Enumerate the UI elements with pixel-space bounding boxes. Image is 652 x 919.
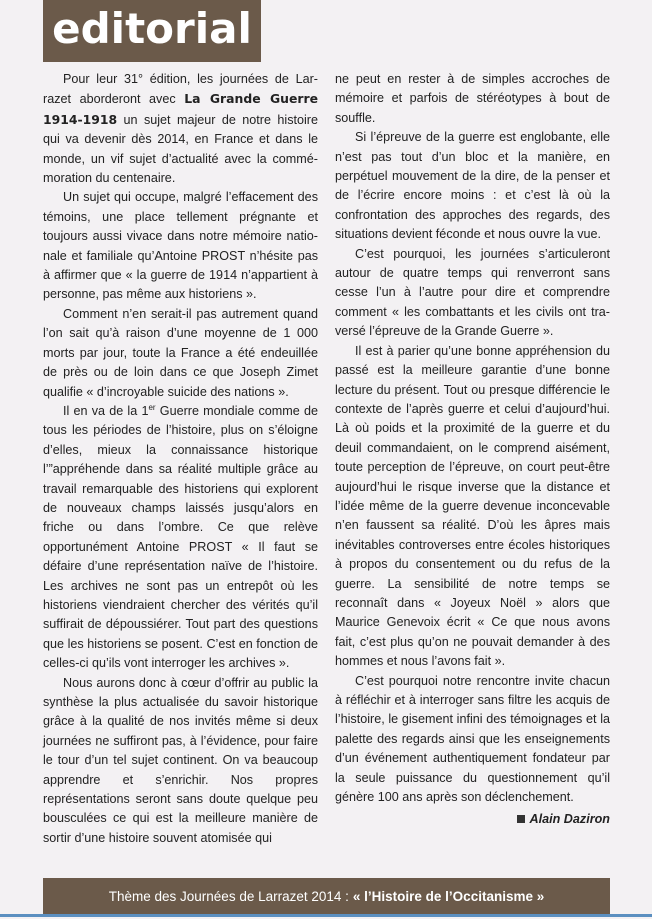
right-column: [335, 70, 610, 855]
paragraph-9: C’est pourquoi notre rencontre invite chacun à réfléchir et à interroger sans filtre les acquis de l’histoire, le gisement infini des témoignages et la palette des regards ainsi que les enseignements d’un événement authentiquement fondateur par la seule puissance du questionnement qu’il génère 100 ans après son déclenchement.: [335, 673, 610, 805]
paragraph-7: C’est pourquoi, les journées s’articuleront autour de quatre temps qui renverront sans cesse l’un à l’autre pour dire et comprendre comment « les combattants et les civils ont traversé l’épreuve de la Grande Guerre ».: [335, 246, 610, 339]
paragraph-1: [43, 70, 318, 188]
paragraph-5-continued: ne peut en rester à de simples accroches de mémoire et parfois de stéréotypes à bout de souffle.: [335, 72, 610, 125]
page-title: editorial: [52, 4, 252, 53]
footer-highlight: « l’Histoire de l’Occitanisme »: [352, 888, 545, 904]
author-name: Alain Daziron: [529, 812, 610, 827]
paragraph-6: Si l’épreuve de la guerre est englobante, elle n’est pas tout d’un bloc et la manière, en perpétuel mouvement de la dire, de la penser et de l’écrire encore moins : et c’est là où la confrontation des approches des regards, des situations devient féconde et nous ouvre la vue.: [335, 130, 610, 242]
paragraph-1-rest: un sujet majeur de notre histoire qui va devenir dès 2014, en France et dans le monde, un vif sujet d’actualité avec la commémoration du centenaire.: [43, 112, 318, 186]
paragraph-4-rest: Guerre mondiale comme de tous les périodes de l’histoire, plus on s’éloigne d’elles, mieux la connaissance historique l’”appréhende dans sa réalité multiple grâce au travail remarquable des historiens qui explorent de nouveaux champs laissés jusqu’alors en friche ou dans l’ombre. Ce que relève opportunément Antoine PROST « Il faut se défaire d’une représentation naïve de l’histoire. Les archives ne sont pas un entrepôt où les historiens viendraient chercher des vérités qu’il suffirait de dépoussiérer. Tout part des questions que les historiens se posent. C’est en fonction de celles-ci qu’ils vont interroger les archives ».: [43, 403, 318, 671]
paragraph-5: Nous aurons donc à cœur d’offrir au public la synthèse la plus actualisée du savoir historique grâce à la qualité de nos invités même si deux journées ne suffiront pas, à l’évidence, pour faire le tour d’un tel sujet continent. On va beaucoup apprendre et s’enrichir. Nos propres représentations seront sans doute quelque peu bousculées ce qui est la meilleure manière de sortir d’une histoire souvent atomisée qui: [43, 675, 318, 845]
theme-title: La Grande Guerre 1914-1918: [43, 91, 318, 127]
article-body: [43, 70, 610, 855]
left-column: [43, 70, 318, 855]
paragraph-8: Il est à parier qu’une bonne appréhension du passé est la meilleure garantie d’une bonne lecture du présent. Tout ou presque différencie le contexte de l’après guerre et celui d’aujourd’hui. Là où poids et la proximité de la guerre et du deuil commandaient, on le comprend aisément, toute perception de l’épreuve, on court peut-être aujourd’hui le risque inverse que la distance et l’idée même de la guerre devenue inconcevable n’en faussent sa réalité. D’où les âpres mais inévitables controverses entre écoles historiques à propos du consentement ou du refus de la guerre. La sensibilité de notre temps se reconnaît dans « Joyeux Noël » alors que Maurice Genevoix écrit « Ce que nous avons fait, c’est plus qu’on ne pouvait demander à des hommes et nous l’avons fait ».: [335, 343, 610, 669]
author-signature: [335, 810, 610, 829]
paragraph-1-intro: Pour leur 31° édition, les journées de Larrazet aborderont avec: [43, 72, 318, 107]
editorial-title-block: [43, 0, 261, 62]
paragraph-2: Un sujet qui occupe, malgré l’effacement des témoins, une place tellement prégnante et toujours aussi vivace dans notre mémoire nationale et familiale qu’Antoine PROST n’hésite pas à affirmer que « la guerre de 1914 n’appartient à personne, pas même aux historiens ».: [43, 190, 318, 302]
paragraph-3: Comment n’en serait-il pas autrement quand l’on sait qu’à raison d’une moyenne de 1 000 morts par jour, toute la France a été endeuillée de près ou de loin dans ce que Joseph Zimet qualifie « d’incroyable suicide des nations ».: [43, 306, 318, 399]
paragraph-4-intro: Il en va de la 1: [63, 403, 149, 418]
ordinal-superscript: er: [148, 402, 156, 412]
footer-prefix: Thème des Journées de Larrazet 2014 :: [108, 888, 349, 904]
bottom-divider: [0, 914, 652, 917]
footer-banner: [43, 878, 610, 914]
paragraph-4: [43, 402, 318, 674]
square-bullet-icon: [517, 815, 525, 823]
